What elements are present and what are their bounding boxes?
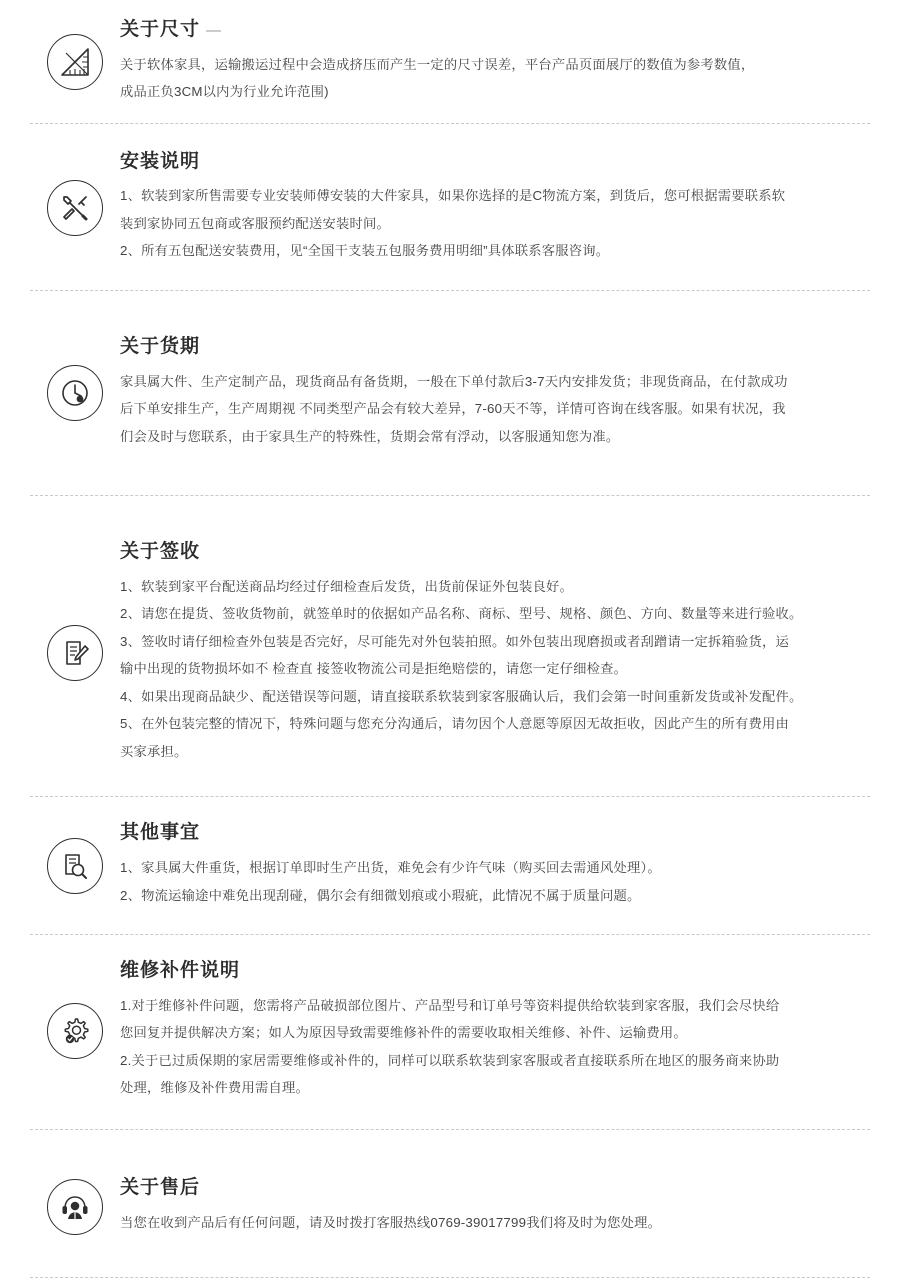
body-line: 3、签收时请仔细检查外包装是否完好，尽可能先对外包装拍照。如外包装出现磨损或者刮蹭请一定拆箱验货，运: [120, 633, 789, 649]
clock-icon: [47, 365, 103, 421]
body-line: 2、物流运输途中难免出现刮碰，偶尔会有细微划痕或小瑕疵，此情况不属于质量问题。: [120, 887, 641, 903]
body-line: 买家承担。: [120, 743, 188, 759]
document-pen-icon: [47, 625, 103, 681]
body-line: 您回复并提供解决方案；如人为原因导致需要维修补件的需要收取相关维修、补件、运输费用。: [120, 1025, 687, 1041]
section-about-size: [30, 0, 870, 123]
section-title: [120, 150, 860, 175]
body-line: 装到家协同五包商或客服预约配送安装时间。: [120, 215, 390, 231]
text-column: [120, 150, 870, 266]
body-line: 2、请您在提货、签收货物前，就签单时的依据如产品名称、商标、型号、规格、颜色、方向、数量等来进行验收。: [120, 606, 803, 622]
body-line: 4、如果出现商品缺少、配送错误等问题，请直接联系软装到家客服确认后，我们会第一时间重新发货或补发配件。: [120, 688, 803, 704]
section-title-text: 关于售后: [120, 1176, 201, 1198]
section-title: [120, 959, 860, 984]
icon-column: [30, 625, 120, 681]
body-line: 家具属大件、生产定制产品，现货商品有备货期，一般在下单付款后3-7天内安排发货；非现货商品，在付款成功: [120, 373, 788, 389]
body-line: 1、家具属大件重货，根据订单即时生产出货，难免会有少许气味（购买回去需通风处理）。: [120, 860, 661, 876]
body-line: 2、所有五包配送安装费用，见“全国干支装五包服务费用明细”具体联系客服咨询。: [120, 243, 610, 259]
section-title: [120, 18, 860, 43]
section-title-text: 维修补件说明: [120, 960, 241, 982]
section-title-text: 关于货期: [120, 335, 201, 357]
section-body: [120, 993, 860, 1101]
section-receipt: [30, 496, 870, 796]
wrench-screwdriver-icon: [47, 180, 103, 236]
section-title: [120, 821, 860, 846]
section-body: [120, 369, 860, 450]
section-body: [120, 574, 860, 765]
body-line: 1、软装到家所售需要专业安装师傅安装的大件家具，如果你选择的是C物流方案，到货后，您可根据需要联系软: [120, 188, 786, 204]
title-dash: —: [206, 22, 223, 39]
body-line: 们会及时与您联系，由于家具生产的特殊性，货期会常有浮动，以客服通知您为准。: [120, 428, 620, 444]
section-body: [120, 183, 860, 264]
section-repair-parts: [30, 935, 870, 1129]
body-line: 5、在外包装完整的情况下，特殊问题与您充分沟通后，请勿因个人意愿等原因无故拒收，因此产生的所有费用由: [120, 716, 789, 732]
body-line: 1.对于维修补件问题，您需将产品破损部位图片、产品型号和订单号等资料提供给软装到家客服，我们会尽快给: [120, 997, 780, 1013]
icon-column: [30, 1003, 120, 1059]
section-body: [120, 52, 860, 105]
text-column: [120, 959, 870, 1103]
text-column: [120, 821, 870, 910]
body-line: 输中出现的货物损坏如不 检查直 接签收物流公司是拒绝赔偿的，请您一定仔细检查。: [120, 661, 628, 677]
section-after-sales: [30, 1130, 870, 1277]
icon-column: [30, 838, 120, 894]
icon-column: [30, 1179, 120, 1235]
body-line: 2.关于已过质保期的家居需要维修或补件的，同样可以联系软装到家客服或者直接联系所在地区的服务商来协助: [120, 1052, 780, 1068]
document-search-icon: [47, 838, 103, 894]
section-installation: [30, 124, 870, 290]
section-title: [120, 1176, 860, 1201]
text-column: [120, 540, 870, 766]
body-line: 处理，维修及补件费用需自理。: [120, 1080, 309, 1096]
body-line: 成品正负3CM以内为行业允许范围): [120, 84, 329, 100]
section-title-text: 关于尺寸: [120, 19, 201, 40]
section-lead-time: [30, 291, 870, 495]
ruler-triangle-icon: [47, 34, 103, 90]
icon-column: [30, 180, 120, 236]
text-column: [120, 1176, 870, 1237]
section-title: [120, 335, 860, 360]
body-line: 1、软装到家平台配送商品均经过仔细检查后发货，出货前保证外包装良好。: [120, 578, 573, 594]
icon-column: [30, 365, 120, 421]
body-line: 关于软体家具，运输搬运过程中会造成挤压而产生一定的尺寸误差，平台产品页面展厅的数值为参考数值，: [120, 56, 755, 72]
section-body: [120, 1210, 860, 1236]
gear-settings-icon: [47, 1003, 103, 1059]
text-column: [120, 335, 870, 451]
text-column: [120, 18, 870, 107]
body-line: 当您在收到产品后有任何问题，请及时拨打客服热线0769-39017799我们将及时为您处理。: [120, 1214, 662, 1230]
headset-support-icon: [47, 1179, 103, 1235]
icon-column: [30, 34, 120, 90]
section-title: [120, 540, 860, 565]
section-other-matters: [30, 797, 870, 934]
section-title-text: 其他事宜: [120, 822, 201, 844]
body-line: 后下单安排生产，生产周期视 不同类型产品会有较大差异，7-60天不等，详情可咨询在线客服。如果有状况，我: [120, 401, 786, 417]
section-title-text: 关于签收: [120, 541, 201, 563]
section-title-text: 安装说明: [120, 150, 201, 172]
section-body: [120, 855, 860, 908]
